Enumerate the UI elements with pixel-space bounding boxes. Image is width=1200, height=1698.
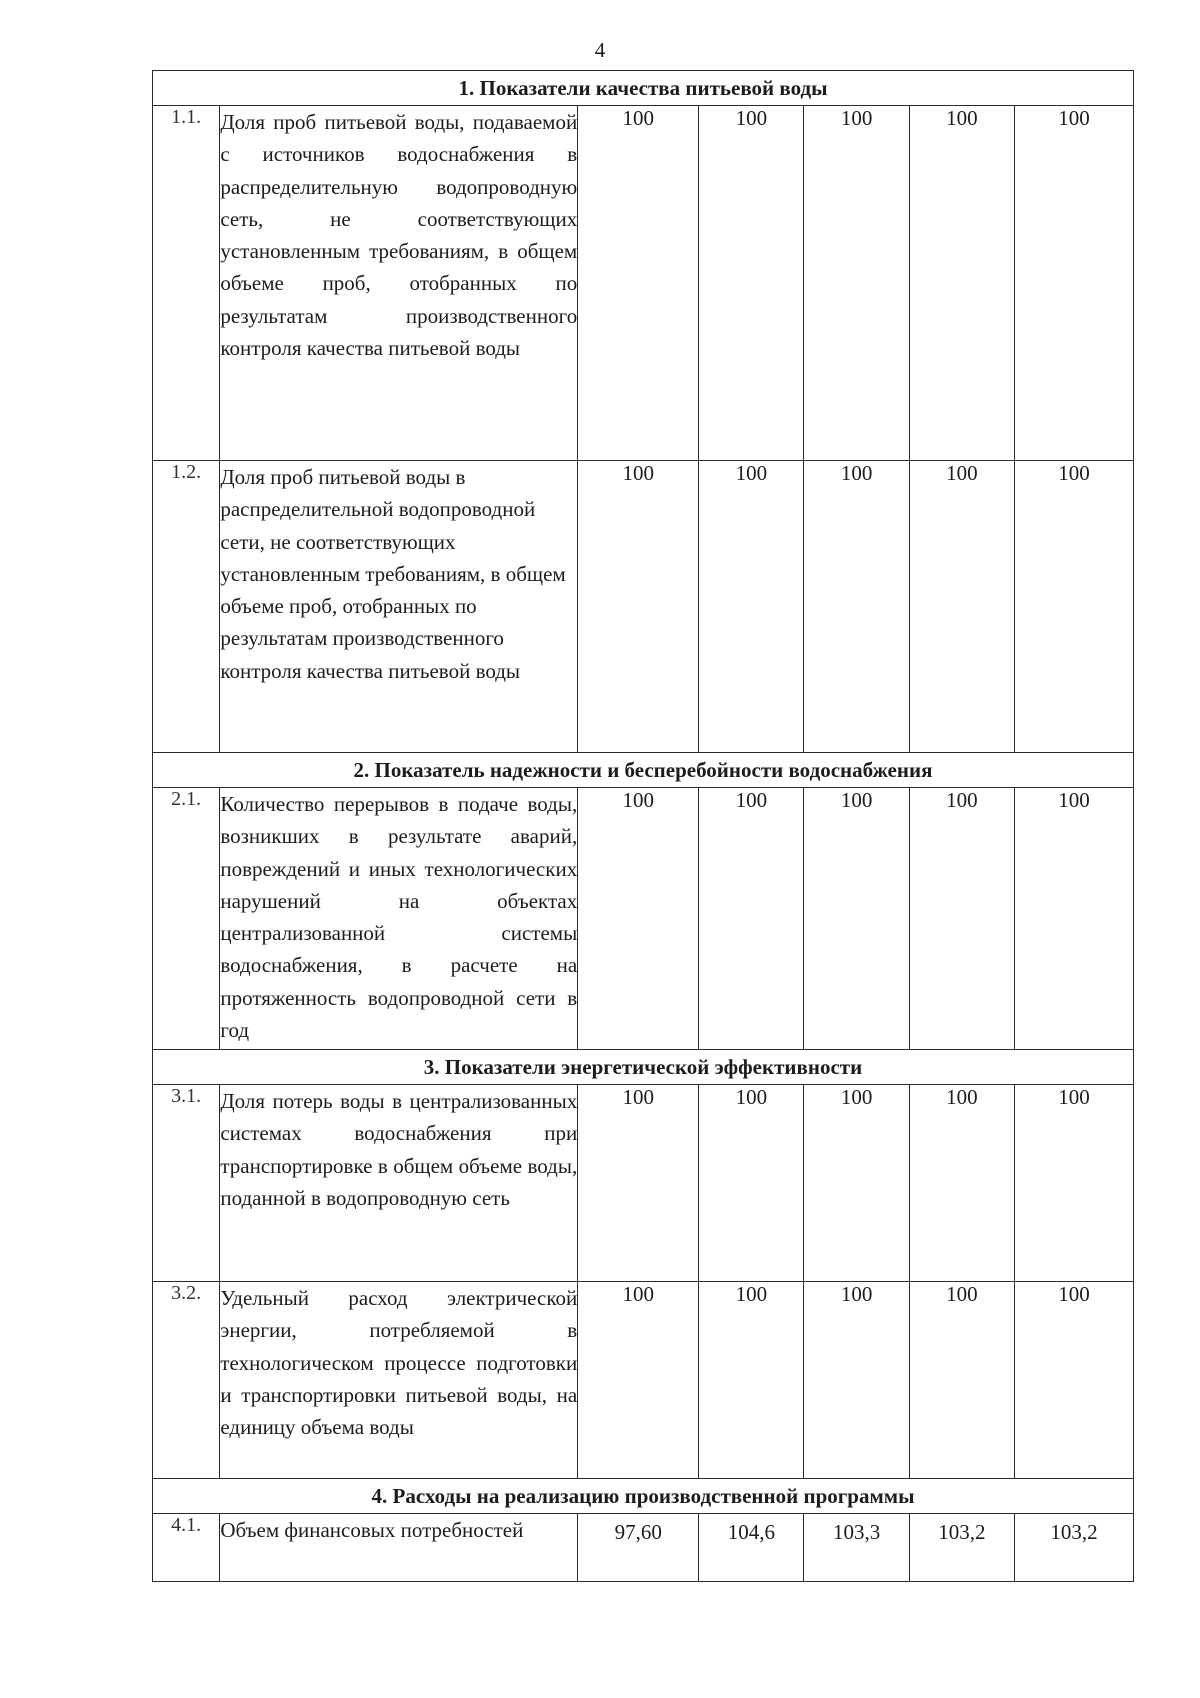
- value-cell: 100: [1014, 788, 1133, 1050]
- value-cell: 100: [578, 788, 699, 1050]
- table-row: [153, 106, 1134, 461]
- value-cell: 100: [578, 461, 699, 753]
- row-description: Доля проб питьевой воды, подаваемой с источников водоснабжения в распределительную водопроводную сеть, не соответствующих установленным требованиям, в общем объеме проб, отобранных по результатам производственного контроля качества питьевой воды: [220, 106, 578, 461]
- value-cell: 100: [578, 106, 699, 461]
- section-header-row: [153, 1479, 1134, 1514]
- section-header: 3. Показатели энергетической эффективности: [153, 1050, 1134, 1085]
- row-number: 3.1.: [153, 1085, 220, 1282]
- section-header: 4. Расходы на реализацию производственной программы: [153, 1479, 1134, 1514]
- table-row: [153, 1085, 1134, 1282]
- value-cell: 103,2: [1014, 1514, 1133, 1582]
- value-cell: 100: [804, 461, 909, 753]
- row-description: Объем финансовых потребностей: [220, 1514, 578, 1582]
- value-cell: 100: [1014, 461, 1133, 753]
- value-cell: 100: [578, 1085, 699, 1282]
- row-number: 2.1.: [153, 788, 220, 1050]
- section-header-row: [153, 1050, 1134, 1085]
- row-number: 1.2.: [153, 461, 220, 753]
- section-header: 1. Показатели качества питьевой воды: [153, 71, 1134, 106]
- value-cell: 100: [1014, 1085, 1133, 1282]
- row-description: Количество перерывов в подаче воды, возникших в результате аварий, повреждений и иных технологических нарушений на объектах централизованной системы водоснабжения, в расчете на протяженность водопроводной сети в год: [220, 788, 578, 1050]
- value-cell: 100: [699, 461, 804, 753]
- value-cell: 100: [909, 1085, 1014, 1282]
- value-cell: 100: [804, 1085, 909, 1282]
- table-row: [153, 461, 1134, 753]
- value-cell: 100: [1014, 106, 1133, 461]
- value-cell: 100: [699, 1085, 804, 1282]
- row-description: Доля потерь воды в централизованных системах водоснабжения при транспортировке в общем объеме воды, поданной в водопроводную сеть: [220, 1085, 578, 1282]
- value-cell: 104,6: [699, 1514, 804, 1582]
- value-cell: 100: [699, 788, 804, 1050]
- section-header-row: [153, 753, 1134, 788]
- value-cell: 100: [804, 1282, 909, 1479]
- value-cell: 100: [804, 106, 909, 461]
- value-cell: 100: [909, 1282, 1014, 1479]
- row-description: Доля проб питьевой воды в распределительной водопроводной сети, не соответствующих установленным требованиям, в общем объеме проб, отобранных по результатам производственного контроля качества питьевой воды: [220, 461, 578, 753]
- row-number: 3.2.: [153, 1282, 220, 1479]
- value-cell: 100: [804, 788, 909, 1050]
- value-cell: 100: [699, 106, 804, 461]
- value-cell: 100: [1014, 1282, 1133, 1479]
- value-cell: 103,3: [804, 1514, 909, 1582]
- section-header-row: [153, 71, 1134, 106]
- value-cell: 103,2: [909, 1514, 1014, 1582]
- value-cell: 100: [909, 461, 1014, 753]
- value-cell: 100: [909, 788, 1014, 1050]
- row-description: Удельный расход электрической энергии, потребляемой в технологическом процессе подготовки и транспортировки питьевой воды, на единицу объема воды: [220, 1282, 578, 1479]
- page-number: 4: [594, 38, 606, 62]
- table-row: [153, 788, 1134, 1050]
- table-row: [153, 1514, 1134, 1582]
- indicators-table: [152, 70, 1134, 1582]
- row-number: 4.1.: [153, 1514, 220, 1582]
- value-cell: 100: [578, 1282, 699, 1479]
- value-cell: 100: [909, 106, 1014, 461]
- row-number: 1.1.: [153, 106, 220, 461]
- value-cell: 97,60: [578, 1514, 699, 1582]
- section-header: 2. Показатель надежности и бесперебойности водоснабжения: [153, 753, 1134, 788]
- value-cell: 100: [699, 1282, 804, 1479]
- table-row: [153, 1282, 1134, 1479]
